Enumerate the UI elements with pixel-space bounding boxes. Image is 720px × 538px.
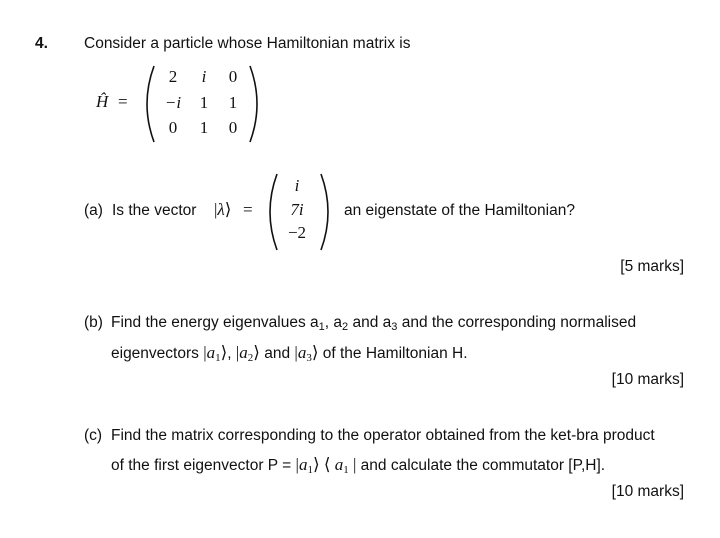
ket-a1-sub: 1 bbox=[215, 352, 221, 364]
hamiltonian-equals: = bbox=[118, 92, 128, 111]
part-a-equals: = bbox=[243, 200, 253, 219]
vector-entry-3: −2 bbox=[287, 223, 307, 242]
ket-lambda: |λ⟩ bbox=[214, 200, 232, 219]
vector-right-paren bbox=[317, 172, 337, 252]
part-b-line1-suffix: and the corresponding normalised bbox=[397, 314, 637, 331]
matrix-cell-r2c3: 1 bbox=[228, 93, 238, 112]
ket-a3-letter: a bbox=[297, 343, 307, 362]
part-b-line2-suffix: of the Hamiltonian H. bbox=[318, 345, 468, 362]
part-b-line1-prefix: Find the energy eigenvalues a bbox=[111, 314, 319, 331]
matrix-cell-r3c2: 1 bbox=[199, 118, 209, 137]
vector-entry-2: 7i bbox=[290, 200, 304, 219]
ket-lambda-symbol: λ bbox=[217, 200, 225, 219]
part-c-marks: [10 marks] bbox=[611, 483, 684, 500]
matrix-cell-r1c1: 2 bbox=[168, 67, 178, 86]
part-c-line-2 bbox=[111, 455, 605, 476]
part-b-line-2 bbox=[111, 343, 468, 364]
part-c-label: (c) bbox=[84, 427, 103, 444]
question-intro: Consider a particle whose Hamiltonian matrix is bbox=[84, 35, 411, 52]
ket-a3: |a3⟩ bbox=[294, 343, 319, 364]
part-a-text-before: Is the vector bbox=[112, 202, 197, 219]
hamiltonian-symbol: Ĥ bbox=[96, 92, 109, 111]
bra-letter: a bbox=[334, 455, 344, 474]
matrix-cell-r2c2: 1 bbox=[199, 93, 209, 112]
matrix-cell-r2c1: −i bbox=[164, 93, 182, 112]
part-b-line-1 bbox=[111, 314, 636, 333]
ket-a1-letter: a bbox=[206, 343, 216, 362]
ket-a2: |a2⟩ bbox=[235, 343, 260, 364]
vector-entry-1: i bbox=[294, 176, 300, 195]
part-c-line2-prefix: of the first eigenvector P = bbox=[111, 457, 296, 474]
eigenvalue-sub-1: 1 bbox=[318, 321, 325, 333]
part-b-and: and bbox=[259, 345, 295, 362]
bra-sub: 1 bbox=[343, 464, 349, 476]
matrix-cell-r3c1: 0 bbox=[168, 118, 178, 137]
ket-sub: 1 bbox=[307, 464, 313, 476]
part-b-sep2: and a bbox=[348, 314, 392, 331]
part-b-label: (b) bbox=[84, 314, 103, 331]
eigenvalue-sub-3: 3 bbox=[391, 321, 398, 333]
part-b-comma: , bbox=[227, 345, 236, 362]
matrix-cell-r3c3: 0 bbox=[228, 118, 238, 137]
part-b-line2-prefix: eigenvectors bbox=[111, 345, 204, 362]
question-number: 4. bbox=[35, 35, 48, 52]
ket-a1: |a1⟩ bbox=[203, 343, 228, 364]
projector-ketbra: |a1⟩ ⟨ a1 | bbox=[295, 455, 357, 476]
part-b-sep1: , a bbox=[324, 314, 343, 331]
part-c-line-1: Find the matrix corresponding to the operator obtained from the ket-bra product bbox=[111, 427, 655, 444]
matrix-cell-r1c3: 0 bbox=[228, 67, 238, 86]
matrix-cell-r1c2: i bbox=[201, 67, 207, 86]
ket-a3-sub: 3 bbox=[306, 352, 312, 364]
ket-a2-letter: a bbox=[239, 343, 248, 362]
matrix-left-paren bbox=[138, 64, 158, 144]
part-a-text-after: an eigenstate of the Hamiltonian? bbox=[344, 202, 575, 219]
part-c-line2-suffix: and calculate the commutator [P,H]. bbox=[356, 457, 606, 474]
part-b-marks: [10 marks] bbox=[611, 371, 684, 388]
ket-a2-sub: 2 bbox=[247, 352, 254, 364]
matrix-right-paren bbox=[246, 64, 266, 144]
part-a-marks: [5 marks] bbox=[620, 258, 684, 275]
part-a-label: (a) bbox=[84, 202, 103, 219]
eigenvalue-sub-2: 2 bbox=[342, 321, 349, 333]
ket-letter: a bbox=[298, 455, 308, 474]
